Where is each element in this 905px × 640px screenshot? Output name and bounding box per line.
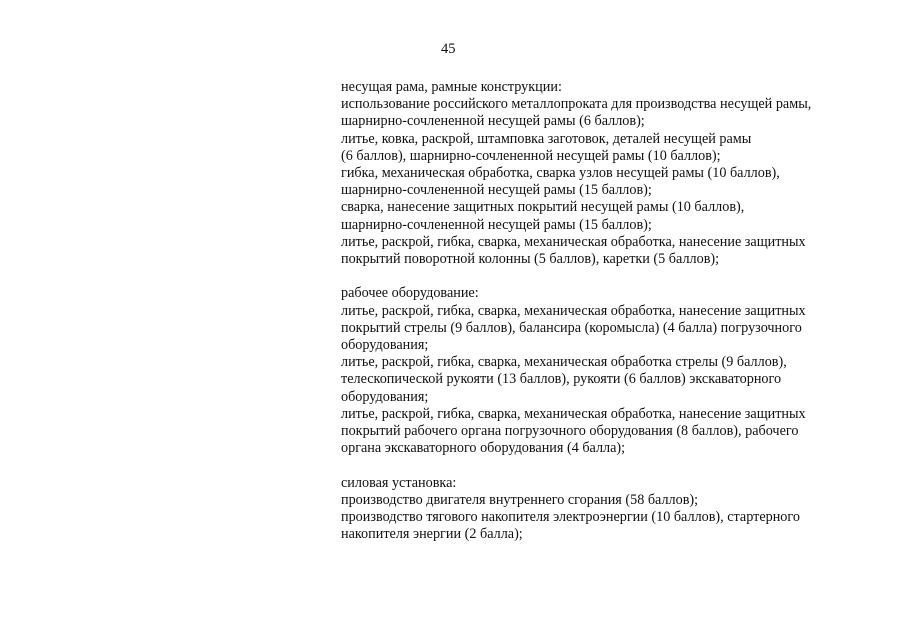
section-heading-frame: несущая рама, рамные конструкции:: [341, 79, 562, 95]
section-heading-power-unit: силовая установка:: [341, 474, 457, 491]
page-number: 45: [441, 41, 456, 57]
text-line: производство двигателя внутреннего сгорания (58 баллов);: [341, 491, 699, 508]
text-line: шарнирно-сочлененной несущей рамы (15 баллов);: [341, 216, 652, 233]
text-line: оборудования;: [341, 337, 429, 354]
text-line: литье, раскрой, гибка, сварка, механическая обработка, нанесение защитных: [341, 233, 806, 250]
text-line: оборудования;: [341, 388, 429, 405]
text-line: литье, раскрой, гибка, сварка, механическая обработка, нанесение защитных: [341, 302, 806, 319]
text-line: покрытий поворотной колонны (5 баллов), каретки (5 баллов);: [341, 251, 720, 268]
text-line: сварка, нанесение защитных покрытий несущей рамы (10 баллов),: [341, 199, 745, 216]
text-line: литье, раскрой, гибка, сварка, механическая обработка стрелы (9 баллов),: [341, 354, 787, 371]
text-line: гибка, механическая обработка, сварка узлов несущей рамы (10 баллов),: [341, 165, 780, 182]
section-frame: [341, 79, 881, 268]
text-line: органа экскаваторного оборудования (4 балла);: [341, 440, 626, 457]
text-line: накопителя энергии (2 балла);: [341, 526, 523, 543]
text-line: покрытий рабочего органа погрузочного оборудования (8 баллов), рабочего: [341, 423, 799, 440]
document-body: [341, 79, 881, 543]
text-line: литье, ковка, раскрой, штамповка заготовок, деталей несущей рамы: [341, 130, 752, 147]
text-line: производство тягового накопителя электроэнергии (10 баллов), стартерного: [341, 509, 800, 526]
section-working-equipment: [341, 285, 881, 457]
text-line: литье, раскрой, гибка, сварка, механическая обработка, нанесение защитных: [341, 405, 806, 422]
section-power-unit: [341, 475, 881, 544]
text-line: шарнирно-сочлененной несущей рамы (15 баллов);: [341, 182, 652, 199]
text-line: телескопической рукояти (13 баллов), рукояти (6 баллов) экскаваторного: [341, 371, 782, 388]
text-line: шарнирно-сочлененной несущей рамы (6 баллов);: [341, 113, 645, 130]
text-line: покрытий стрелы (9 баллов), балансира (коромысла) (4 балла) погрузочного: [341, 319, 802, 336]
section-heading-working-equipment: рабочее оборудование:: [341, 285, 479, 302]
text-line: использование российского металлопроката для производства несущей рамы,: [341, 96, 812, 113]
text-line: (6 баллов), шарнирно-сочлененной несущей рамы (10 баллов);: [341, 147, 721, 164]
